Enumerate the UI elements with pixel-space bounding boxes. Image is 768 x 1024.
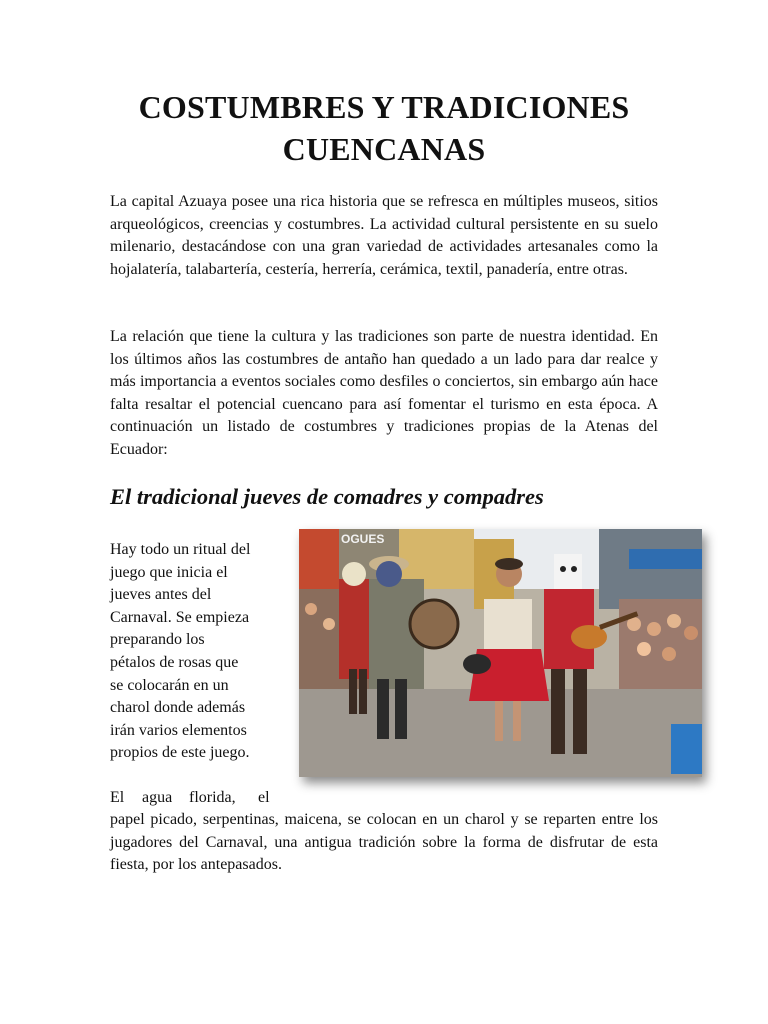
section-heading: El tradicional jueves de comadres y compadres: [110, 484, 544, 509]
text-line: irán varios elementos: [110, 721, 247, 739]
text-line: se colocarán en un: [110, 676, 229, 694]
lead-word: florida,: [189, 789, 236, 806]
carnival-photo: [299, 529, 702, 777]
text-line: Carnaval. Se empieza: [110, 608, 250, 626]
page-title: COSTUMBRES Y TRADICIONES CUENCANAS: [138, 89, 630, 167]
wrapped-text-column: [110, 539, 271, 765]
text-line: juego que inicia el: [110, 563, 228, 581]
intro-paragraph: La capital Azuaya posee una rica historia que se refresca en múltiples museos, sitios arqueológicos, creencias y costumbres. La actividad cultural persistente en su suelo milenario, destacándose con una gran variedad de actividades artesanales como la hojalatería, talabartería, cestería, herrería, cerámica, textil, panadería, entre otras.: [110, 193, 658, 278]
text-line: propios de este juego.: [110, 744, 250, 762]
text-line: preparando los: [110, 631, 205, 649]
identity-paragraph: La relación que tiene la cultura y las tradiciones son parte de nuestra identidad. En los últimos años las costumbres de antaño han quedado a un lado para dar realce y más importancia a eventos sociales como desfiles o conciertos, sin embargo aún hace falta resaltar el potencial cuencano para así fomentar el turismo en esta época. A continuación un listado de costumbres y tradiciones propias de la Atenas del Ecuador:: [110, 328, 658, 458]
text-line: Hay todo un ritual del: [110, 541, 251, 558]
shop-sign-text: OGUES: [341, 532, 385, 546]
text-line: pétalos de rosas que: [110, 653, 239, 671]
continuation-paragraph: papel picado, serpentinas, maicena, se colocan en un charol y se reparten entre los jugadores del Carnaval, una antigua tradición sobre la forma de disfrutar de esta fiesta, por los antepasados.: [110, 811, 658, 874]
text-line: charol donde además: [110, 699, 246, 717]
lead-word: El: [110, 789, 125, 806]
text-line: jueves antes del: [110, 586, 212, 604]
lead-word: agua: [142, 789, 173, 806]
lead-word: el: [258, 789, 270, 806]
carnival-parade-image: [299, 529, 702, 777]
